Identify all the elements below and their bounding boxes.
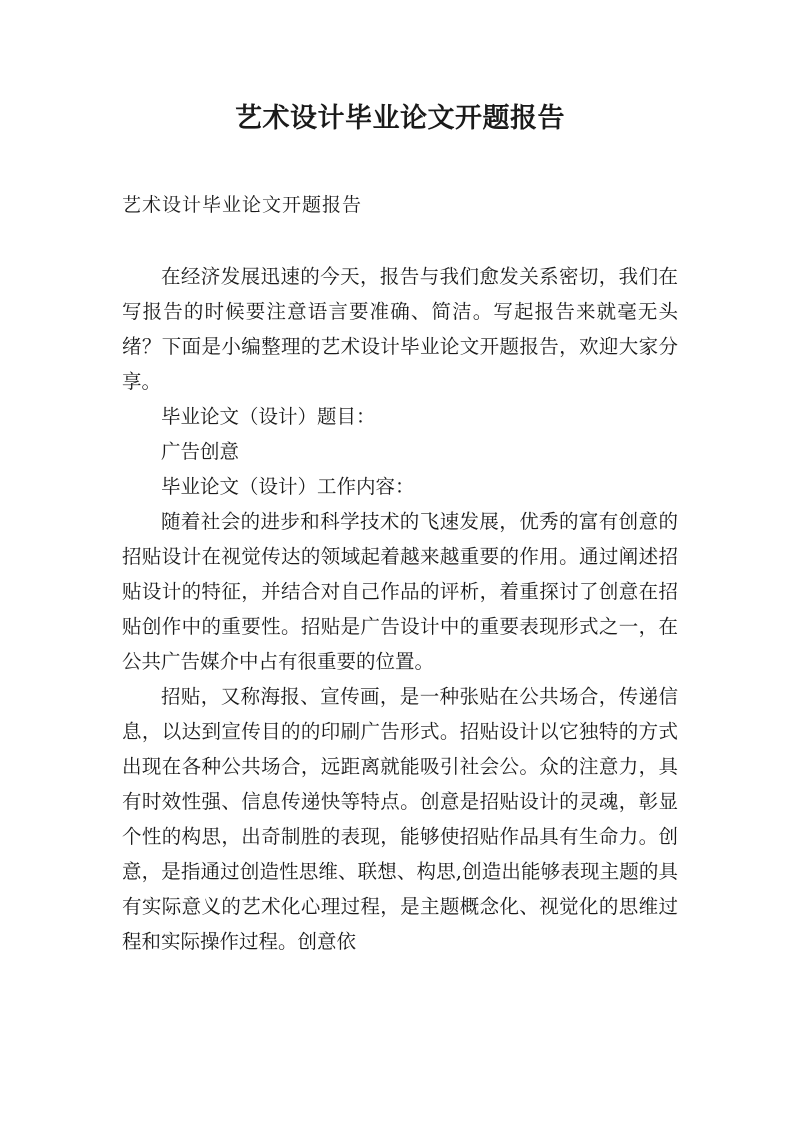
paragraph-poster-definition: 招贴，又称海报、宣传画，是一种张贴在公共场合，传递信息，以达到宣传目的的印刷广告形式。招贴设计以它独特的方式出现在各种公共场合，远距离就能吸引社会公。众的注意力，具有时效性强、信息传递快等特点。创意是招贴设计的灵魂，彰显个性的构思，出奇制胜的表现，能够使招贴作品具有生命力。创意，是指通过创造性思维、联想、构思,创造出能够表现主题的具有实际意义的艺术化心理过程，是主题概念化、视觉化的思维过程和实际操作过程。创意依: [122, 685, 678, 953]
document-title: 艺术设计毕业论文开题报告: [235, 103, 565, 134]
paragraph-topic-value: 广告创意: [161, 440, 240, 463]
paragraph-work-content: 随着社会的进步和科学技术的飞速发展，优秀的富有创意的招贴设计在视觉传达的领域起着越来越重要的作用。通过阐述招贴设计的特征，并结合对自己作品的评析，着重探讨了创意在招贴创作中的重要性。招贴是广告设计中的重要表现形式之一，在公共广告媒介中占有很重要的位置。: [122, 510, 678, 673]
paragraph-intro: 在经济发展迅速的今天，报告与我们愈发关系密切，我们在写报告的时候要注意语言要准确、简洁。写起报告来就毫无头绪？下面是小编整理的艺术设计毕业论文开题报告，欢迎大家分享。: [122, 265, 678, 393]
document-subtitle: 艺术设计毕业论文开题报告: [122, 194, 363, 216]
paragraph-work-label: 毕业论文（设计）工作内容：: [161, 475, 415, 498]
paragraph-topic-label: 毕业论文（设计）题目：: [161, 405, 376, 428]
document-body: [122, 259, 678, 959]
